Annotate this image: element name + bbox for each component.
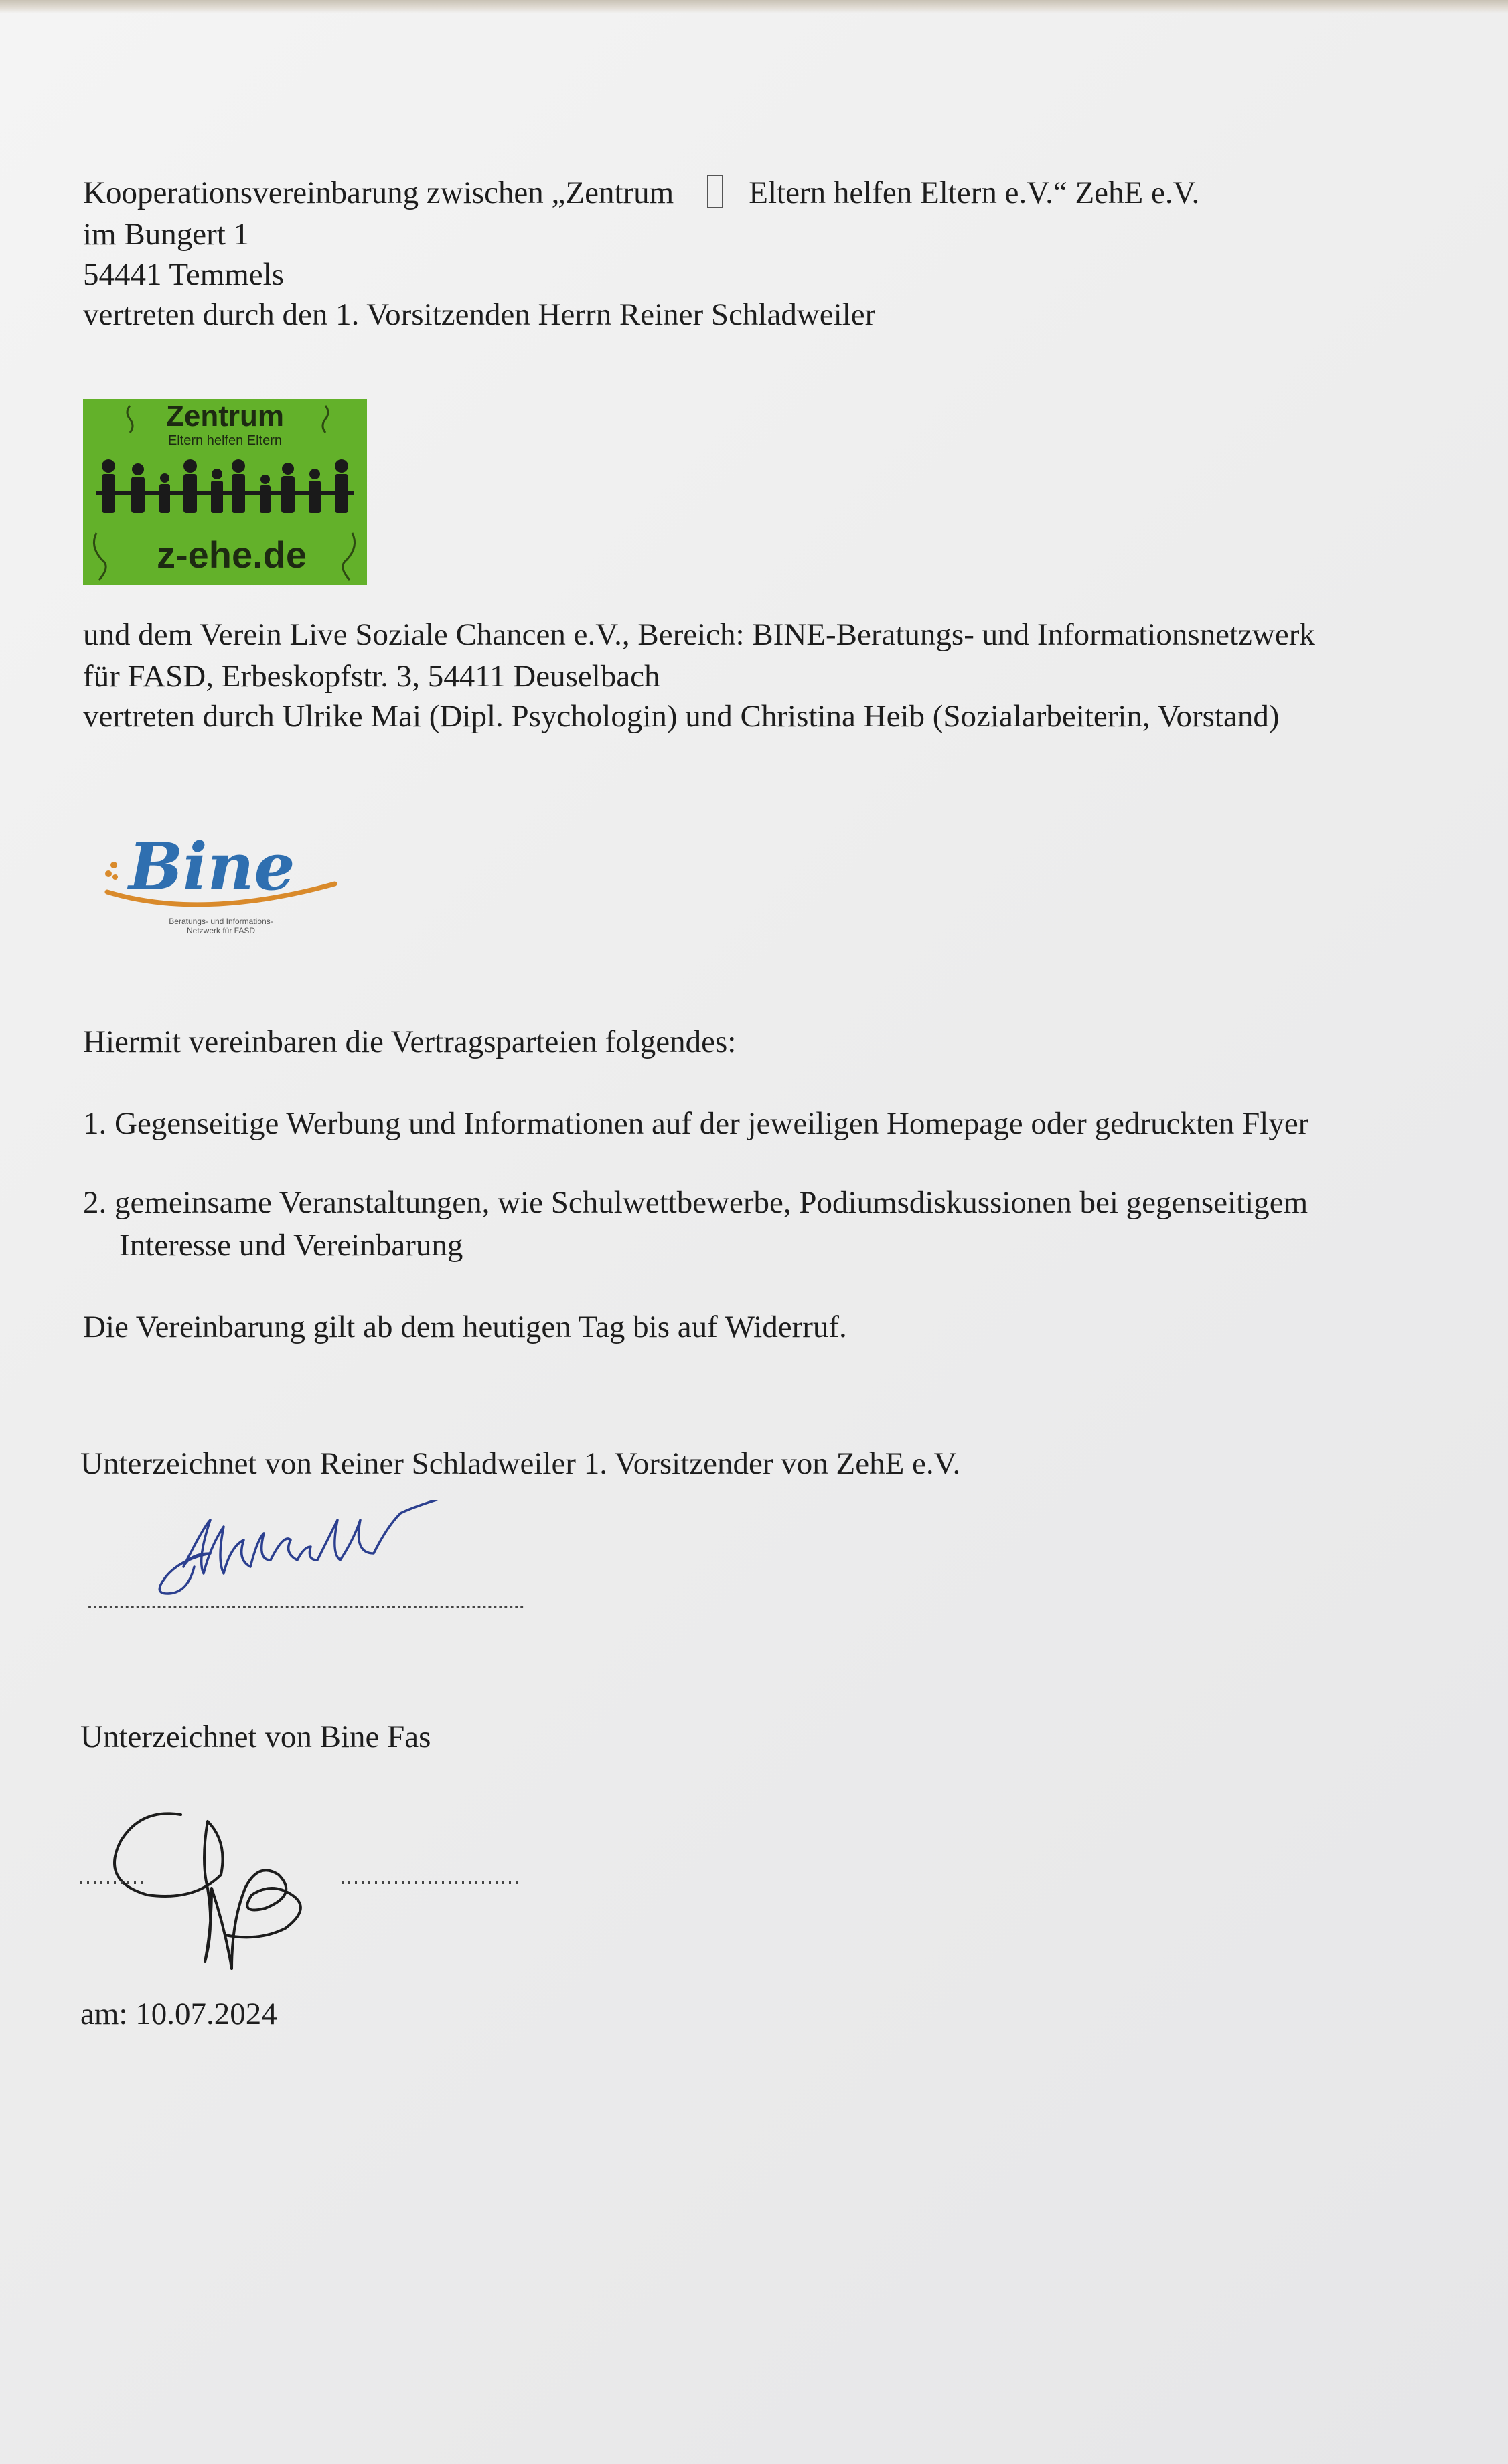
list-item-number: 2. <box>83 1185 107 1220</box>
missing-glyph-box <box>707 175 723 208</box>
zehe-logo-title: Zentrum <box>166 400 284 433</box>
signature2-label: Unterzeichnet von Bine Fas <box>80 1719 431 1754</box>
list-item-number: 1. <box>83 1106 107 1141</box>
intro-text: Hiermit vereinbaren die Vertragsparteien folgendes: <box>83 1024 737 1059</box>
list-item-continuation: Interesse und Vereinbarung <box>119 1228 463 1263</box>
partner-line-2: für FASD, Erbeskopfstr. 3, 54411 Deuselbach <box>83 659 660 694</box>
header-street: im Bungert 1 <box>83 217 250 252</box>
bine-logo <box>100 810 342 944</box>
header-title-line <box>83 173 1199 213</box>
header-city: 54441 Temmels <box>83 257 285 292</box>
signature-schladweiler <box>80 1500 549 1620</box>
validity-text: Die Vereinbarung gilt ab dem heutigen Tag bis auf Widerruf. <box>83 1310 847 1344</box>
list-item-text: Gegenseitige Werbung und Informationen auf der jeweiligen Homepage oder gedruckten Flyer <box>115 1106 1309 1141</box>
signature1-label: Unterzeichnet von Reiner Schladweiler 1. Vorsitzender von ZehE e.V. <box>80 1446 961 1481</box>
header-title-part1: Kooperationsvereinbarung zwischen „Zentrum <box>83 175 674 210</box>
partner-line-3: vertreten durch Ulrike Mai (Dipl. Psychologin) und Christina Heib (Sozialarbeiterin, Vorstand) <box>83 699 1280 734</box>
signing-date: am: 10.07.2024 <box>80 1997 277 2031</box>
header-representative: vertreten durch den 1. Vorsitzenden Herrn Reiner Schladweiler <box>83 297 876 332</box>
stacked-dots-icon <box>105 862 118 880</box>
zehe-logo-url: z-ehe.de <box>156 534 307 576</box>
header-title-part2: Eltern helfen Eltern e.V.“ ZehE e.V. <box>749 175 1200 210</box>
signature1-dotted-line <box>88 1603 524 1608</box>
partner-line-1: und dem Verein Live Soziale Chancen e.V., Bereich: BINE-Beratungs- und Informationsnetzwerk <box>83 617 1315 652</box>
bine-logo-wordmark: Bine <box>129 829 295 905</box>
signature-bine-fas <box>74 1781 556 1975</box>
list-item <box>83 1182 1308 1223</box>
paper-top-edge <box>0 0 1508 13</box>
list-item <box>83 1103 1308 1144</box>
bine-tagline-2: Netzwerk für FASD <box>186 926 256 935</box>
zehe-logo <box>83 399 367 585</box>
bine-tagline-1: Beratungs- und Informations- <box>169 917 273 926</box>
list-item-text: gemeinsame Veranstaltungen, wie Schulwettbewerbe, Podiumsdiskussionen bei gegenseitigem <box>115 1185 1308 1220</box>
zehe-logo-subtitle: Eltern helfen Eltern <box>167 433 283 448</box>
